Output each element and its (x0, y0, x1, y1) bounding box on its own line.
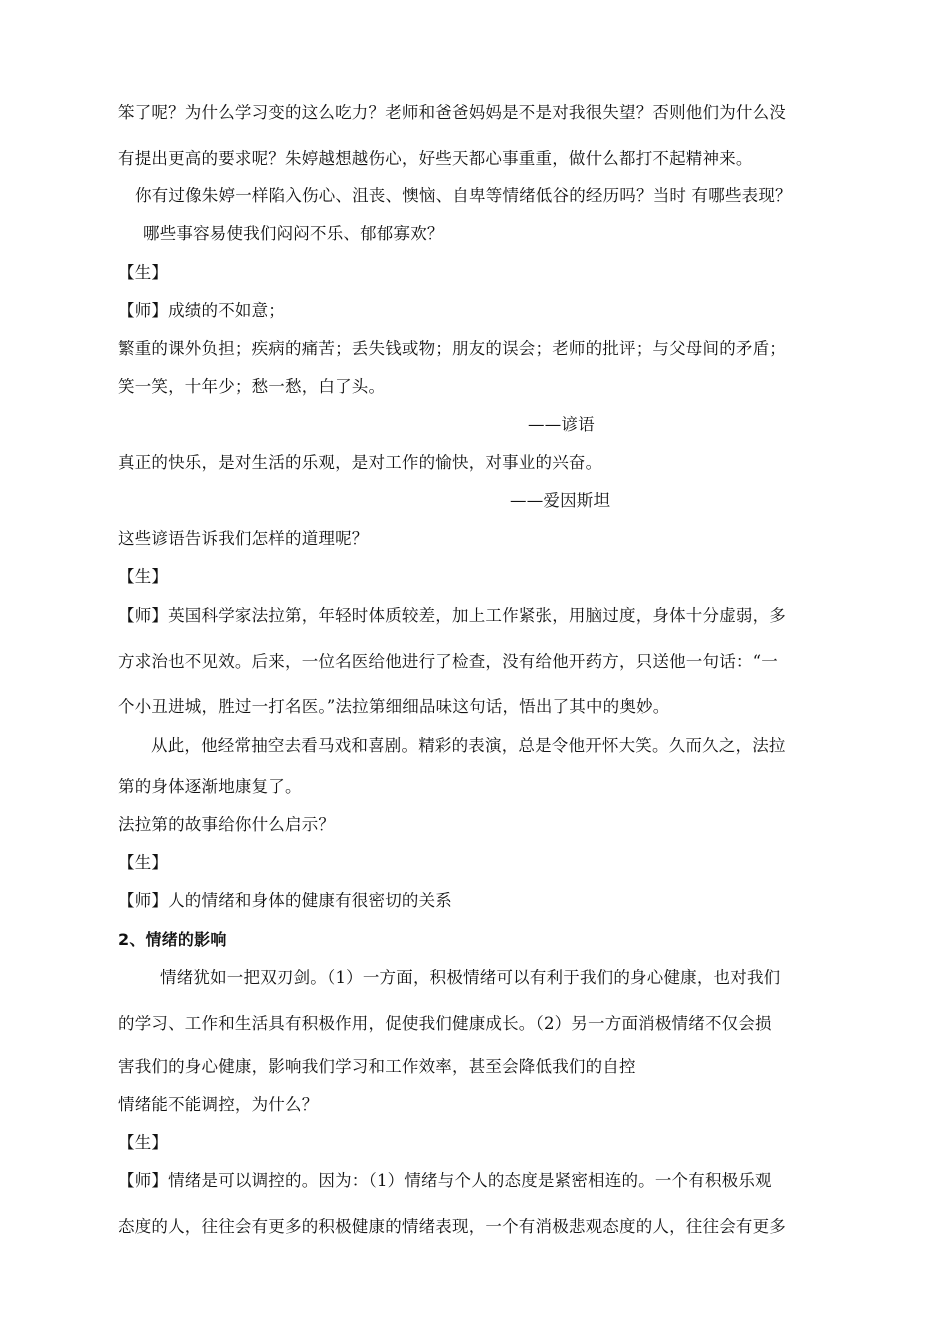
paragraph-line: 态度的人，往往会有更多的积极健康的情绪表现，一个有消极悲观态度的人，往往会有更多 (118, 1217, 786, 1236)
student-marker: 【生】 (118, 263, 169, 282)
paragraph-line: 笨了呢？为什么学习变的这么吃力？老师和爸爸妈妈是不是对我很失望？否则他们为什么没 (118, 103, 786, 122)
question-line: 你有过像朱婷一样陷入伤心、沮丧、懊恼、自卑等情绪低谷的经历吗？当时 有哪些表现？ (135, 186, 792, 205)
teacher-line: 【师】情绪是可以调控的。因为：（1）情绪与个人的态度是紧密相连的。一个有积极乐观 (118, 1171, 772, 1190)
question-line: 情绪能不能调控，为什么？ (118, 1095, 319, 1114)
proverb-attribution: ——谚语 (528, 415, 595, 434)
paragraph-line: 有提出更高的要求呢？朱婷越想越伤心，好些天都心事重重，做什么都打不起精神来。 (118, 149, 753, 168)
proverb-line: 笑一笑，十年少；愁一愁，白了头。 (118, 377, 386, 396)
paragraph-line: 第的身体逐渐地康复了。 (118, 777, 302, 796)
question-line: 哪些事容易使我们闷闷不乐、郁郁寡欢？ (143, 224, 444, 243)
student-marker: 【生】 (118, 567, 169, 586)
student-marker: 【生】 (118, 1133, 169, 1152)
teacher-line: 【师】英国科学家法拉第，年轻时体质较差，加上工作紧张，用脑过度，身体十分虚弱，多 (118, 606, 786, 625)
section-heading: 2、情绪的影响 (118, 930, 227, 949)
question-line: 法拉第的故事给你什么启示？ (118, 815, 336, 834)
paragraph-line: 从此，他经常抽空去看马戏和喜剧。精彩的表演，总是令他开怀大笑。久而久之，法拉 (151, 736, 786, 755)
question-line: 这些谚语告诉我们怎样的道理呢？ (118, 529, 369, 548)
quote-attribution: ——爱因斯坦 (510, 491, 611, 510)
paragraph-line: 繁重的课外负担；疾病的痛苦；丢失钱或物；朋友的误会；老师的批评；与父母间的矛盾； (118, 339, 786, 358)
quote-line: 真正的快乐，是对生活的乐观，是对工作的愉快，对事业的兴奋。 (118, 453, 603, 472)
paragraph-line: 方求治也不见效。后来，一位名医给他进行了检查，没有给他开药方，只送他一句话：“一 (118, 652, 778, 671)
paragraph-line: 个小丑进城，胜过一打名医。”法拉第细细品味这句话，悟出了其中的奥妙。 (118, 697, 670, 716)
paragraph-line: 情绪犹如一把双刃剑。（1）一方面，积极情绪可以有利于我们的身心健康，也对我们 (160, 968, 781, 987)
paragraph-line: 的学习、工作和生活具有积极作用，促使我们健康成长。（2）另一方面消极情绪不仅会损 (118, 1014, 772, 1033)
teacher-line: 【师】成绩的不如意； (118, 301, 285, 320)
student-marker: 【生】 (118, 853, 169, 872)
paragraph-line: 害我们的身心健康，影响我们学习和工作效率，甚至会降低我们的自控 (118, 1057, 636, 1076)
teacher-line: 【师】人的情绪和身体的健康有很密切的关系 (118, 891, 452, 910)
